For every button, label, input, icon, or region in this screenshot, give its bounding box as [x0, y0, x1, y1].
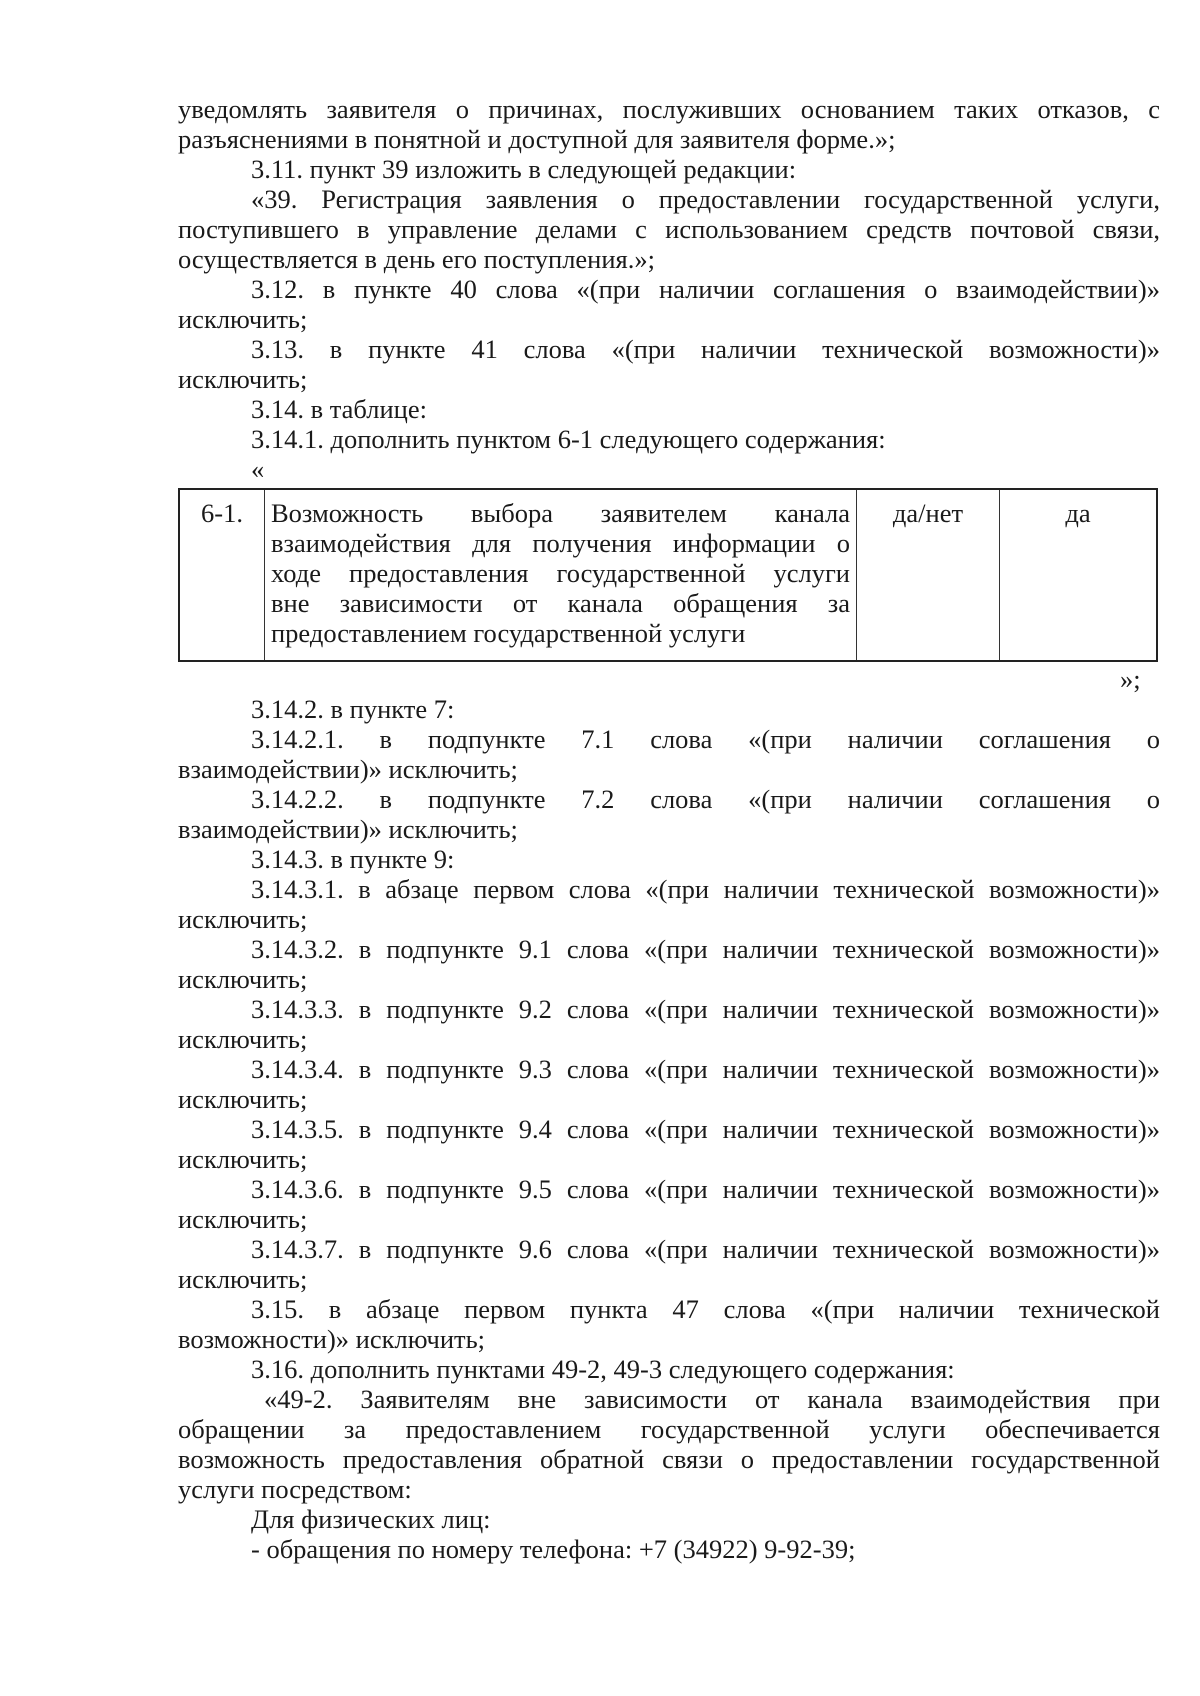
table-description-line: предоставлением государственной услуги	[271, 618, 746, 648]
text-line: 3.14.3.7. в подпункте 9.6 слова «(при наличии технической возможности)»	[251, 1234, 1160, 1264]
text-line: 3.14.3.2. в подпункте 9.1 слова «(при наличии технической возможности)»	[251, 934, 1160, 964]
closing-quote: »;	[1120, 664, 1141, 694]
text-line: 3.11. пункт 39 изложить в следующей редакции:	[251, 154, 797, 184]
text-line: поступившего в управление делами с использованием средств почтовой связи,	[178, 214, 1160, 244]
text-line: исключить;	[178, 1264, 308, 1294]
text-line: 3.14.3.4. в подпункте 9.3 слова «(при наличии технической возможности)»	[251, 1054, 1160, 1084]
text-line: разъяснениями в понятной и доступной для заявителя форме.»;	[178, 124, 896, 154]
text-line: 3.14.1. дополнить пунктом 6-1 следующего содержания:	[251, 424, 886, 454]
table-row-value: да	[1065, 498, 1091, 528]
text-line: 3.14.3.3. в подпункте 9.2 слова «(при наличии технической возможности)»	[251, 994, 1160, 1024]
text-line: 3.12. в пункте 40 слова «(при наличии соглашения о взаимодействии)»	[251, 274, 1160, 304]
table-description-line: Возможность выбора заявителем канала	[271, 498, 850, 528]
text-line: исключить;	[178, 1144, 308, 1174]
text-line: исключить;	[178, 364, 308, 394]
text-line: 3.16. дополнить пунктами 49-2, 49-3 следующего содержания:	[251, 1354, 955, 1384]
text-line: 3.14.3.1. в абзаце первом слова «(при наличии технической возможности)»	[251, 874, 1160, 904]
text-line: 3.14.3.5. в подпункте 9.4 слова «(при наличии технической возможности)»	[251, 1114, 1160, 1144]
text-line: уведомлять заявителя о причинах, послуживших основанием таких отказов, с	[178, 94, 1160, 124]
text-line: 3.14.3. в пункте 9:	[251, 844, 455, 874]
text-line: 3.14.3.6. в подпункте 9.5 слова «(при наличии технической возможности)»	[251, 1174, 1160, 1204]
text-line: взаимодействии)» исключить;	[178, 754, 518, 784]
text-line: осуществляется в день его поступления.»;	[178, 244, 655, 274]
table-description-line: вне зависимости от канала обращения за	[271, 588, 850, 618]
table-description-line: взаимодействия для получения информации о	[271, 528, 850, 558]
table-row-description	[265, 490, 857, 660]
text-line: исключить;	[178, 964, 308, 994]
text-line: Для физических лиц:	[251, 1504, 491, 1534]
text-line: 3.14.2.1. в подпункте 7.1 слова «(при наличии соглашения о	[251, 724, 1160, 754]
text-line: 3.14.2. в пункте 7:	[251, 694, 455, 724]
document-page	[178, 94, 1160, 484]
text-line: возможности)» исключить;	[178, 1324, 486, 1354]
text-line: исключить;	[178, 304, 308, 334]
text-line: - обращения по номеру телефона: +7 (34922) 9-92-39;	[251, 1534, 856, 1564]
text-line: услуги посредством:	[178, 1474, 412, 1504]
text-line: взаимодействии)» исключить;	[178, 814, 518, 844]
text-line: 3.14. в таблице:	[251, 394, 427, 424]
text-line: исключить;	[178, 1084, 308, 1114]
document-page-bottom	[178, 694, 1160, 1564]
top-text-block	[178, 94, 1160, 484]
table-row-unit: да/нет	[857, 490, 1000, 660]
text-line: исключить;	[178, 1024, 308, 1054]
text-line: 3.13. в пункте 41 слова «(при наличии технической возможности)»	[251, 334, 1160, 364]
text-line: исключить;	[178, 904, 308, 934]
text-line: «39. Регистрация заявления о предоставлении государственной услуги,	[251, 184, 1160, 214]
text-line: исключить;	[178, 1204, 308, 1234]
text-line: «49-2. Заявителям вне зависимости от канала взаимодействия при	[264, 1384, 1160, 1414]
table-description-line: ходе предоставления государственной услуги	[271, 558, 850, 588]
text-line: возможность предоставления обратной связи о предоставлении государственной	[178, 1444, 1160, 1474]
text-line: «	[251, 454, 265, 484]
text-line: обращении за предоставлением государственной услуги обеспечивается	[178, 1414, 1160, 1444]
amendment-table	[178, 488, 1158, 662]
text-line: 3.14.2.2. в подпункте 7.2 слова «(при наличии соглашения о	[251, 784, 1160, 814]
table-row-number: 6-1.	[180, 490, 265, 660]
text-line: 3.15. в абзаце первом пункта 47 слова «(при наличии технической	[251, 1294, 1160, 1324]
bottom-text-block	[178, 694, 1160, 1564]
